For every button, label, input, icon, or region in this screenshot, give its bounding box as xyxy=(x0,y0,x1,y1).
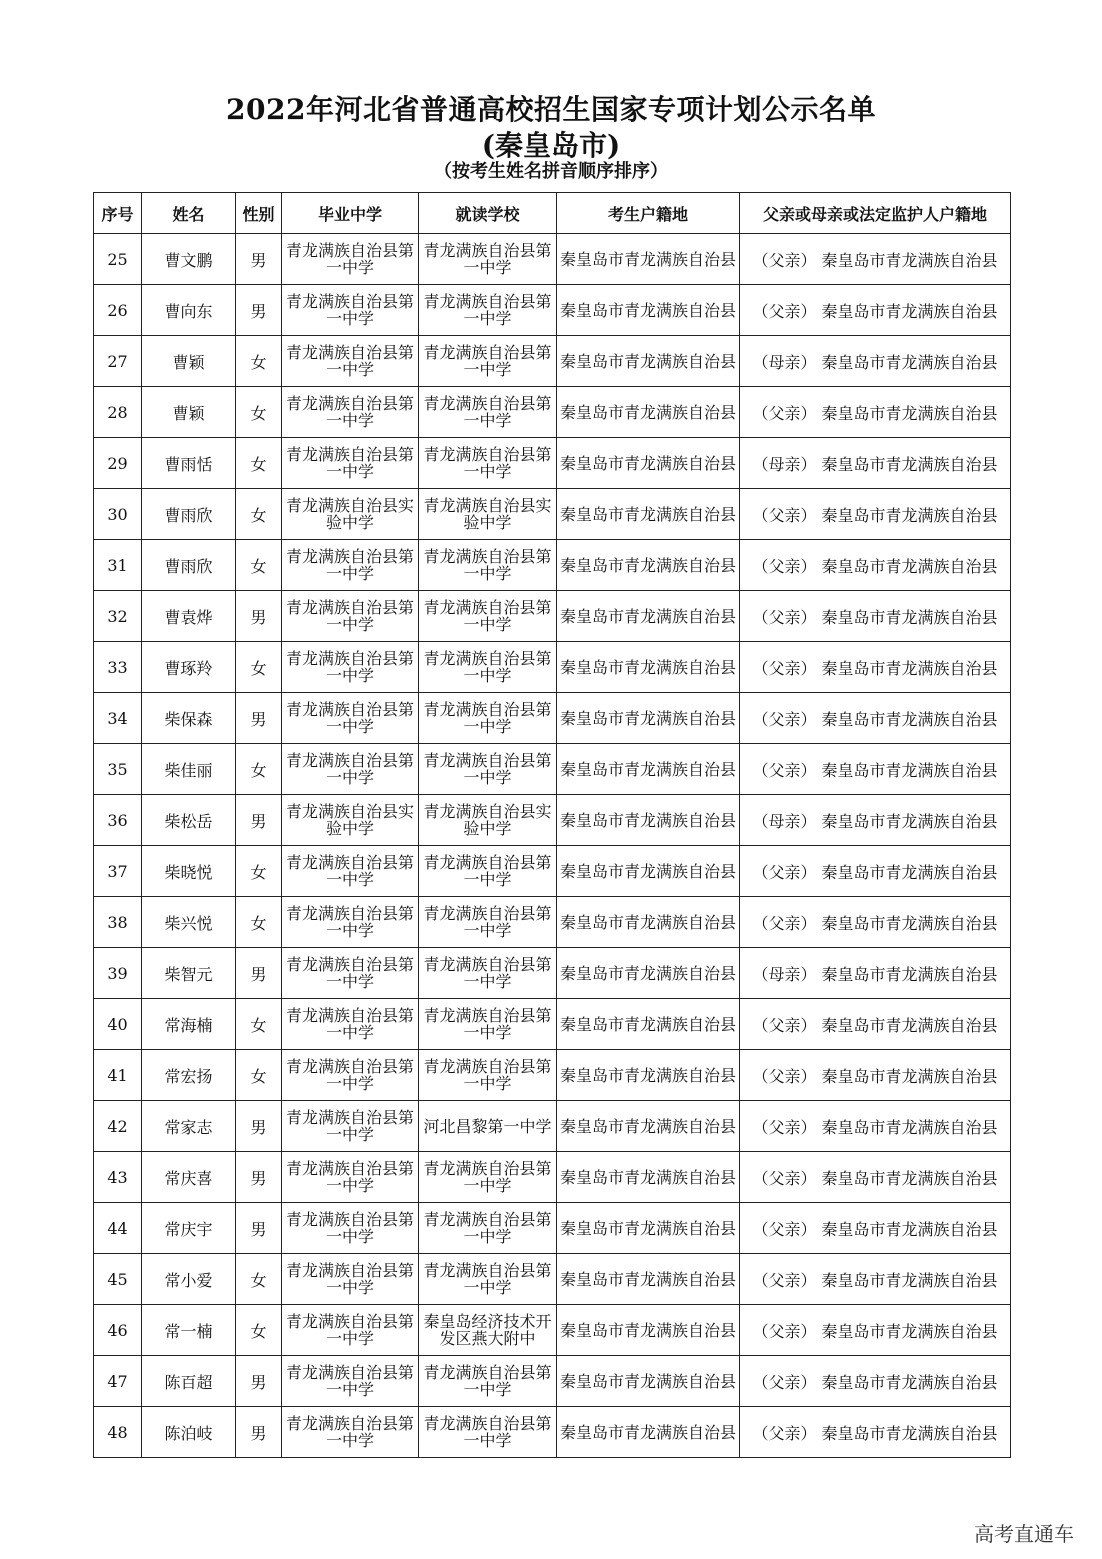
cell-hukou: 秦皇岛市青龙满族自治县 xyxy=(557,540,740,591)
table-row xyxy=(94,1305,1011,1356)
cell-grad-school: 青龙满族自治县第一中学 xyxy=(282,897,419,948)
cell-no: 40 xyxy=(94,999,142,1050)
cell-name: 曹雨欣 xyxy=(142,489,236,540)
cell-study-school: 河北昌黎第一中学 xyxy=(419,1101,557,1152)
page-subtitle-city: (秦皇岛市) xyxy=(481,129,621,162)
cell-name: 常一楠 xyxy=(142,1305,236,1356)
cell-study-school: 青龙满族自治县第一中学 xyxy=(419,1356,557,1407)
table-row xyxy=(94,387,1011,438)
cell-hukou: 秦皇岛市青龙满族自治县 xyxy=(557,744,740,795)
cell-grad-school: 青龙满族自治县第一中学 xyxy=(282,1203,419,1254)
cell-gender: 男 xyxy=(236,1356,282,1407)
cell-name: 柴智元 xyxy=(142,948,236,999)
cell-study-school: 青龙满族自治县第一中学 xyxy=(419,1407,557,1458)
cell-gender: 男 xyxy=(236,591,282,642)
cell-study-school: 青龙满族自治县第一中学 xyxy=(419,336,557,387)
cell-no: 45 xyxy=(94,1254,142,1305)
cell-study-school: 青龙满族自治县第一中学 xyxy=(419,285,557,336)
cell-grad-school: 青龙满族自治县第一中学 xyxy=(282,642,419,693)
cell-gender: 男 xyxy=(236,285,282,336)
column-header-name: 姓名 xyxy=(142,193,236,234)
cell-hukou: 秦皇岛市青龙满族自治县 xyxy=(557,1407,740,1458)
cell-grad-school: 青龙满族自治县第一中学 xyxy=(282,1254,419,1305)
cell-study-school: 秦皇岛经济技术开发区燕大附中 xyxy=(419,1305,557,1356)
table-row xyxy=(94,1101,1011,1152)
cell-gender: 男 xyxy=(236,948,282,999)
cell-grad-school: 青龙满族自治县第一中学 xyxy=(282,336,419,387)
cell-hukou: 秦皇岛市青龙满族自治县 xyxy=(557,591,740,642)
cell-guardian-hukou: （母亲） 秦皇岛市青龙满族自治县 xyxy=(740,438,1011,489)
cell-gender: 女 xyxy=(236,744,282,795)
cell-no: 44 xyxy=(94,1203,142,1254)
cell-grad-school: 青龙满族自治县第一中学 xyxy=(282,1407,419,1458)
cell-study-school: 青龙满族自治县实验中学 xyxy=(419,795,557,846)
cell-study-school: 青龙满族自治县第一中学 xyxy=(419,999,557,1050)
cell-name: 柴松岳 xyxy=(142,795,236,846)
table-body xyxy=(94,234,1011,1458)
cell-gender: 女 xyxy=(236,438,282,489)
cell-name: 常庆宇 xyxy=(142,1203,236,1254)
cell-grad-school: 青龙满族自治县第一中学 xyxy=(282,1356,419,1407)
cell-guardian-hukou: （父亲） 秦皇岛市青龙满族自治县 xyxy=(740,489,1011,540)
cell-no: 34 xyxy=(94,693,142,744)
cell-guardian-hukou: （父亲） 秦皇岛市青龙满族自治县 xyxy=(740,897,1011,948)
cell-name: 柴保森 xyxy=(142,693,236,744)
cell-gender: 女 xyxy=(236,540,282,591)
cell-study-school: 青龙满族自治县第一中学 xyxy=(419,591,557,642)
cell-study-school: 青龙满族自治县第一中学 xyxy=(419,1254,557,1305)
cell-study-school: 青龙满族自治县第一中学 xyxy=(419,234,557,285)
cell-name: 柴佳丽 xyxy=(142,744,236,795)
table-row xyxy=(94,1203,1011,1254)
cell-hukou: 秦皇岛市青龙满族自治县 xyxy=(557,999,740,1050)
cell-guardian-hukou: （父亲） 秦皇岛市青龙满族自治县 xyxy=(740,1203,1011,1254)
cell-grad-school: 青龙满族自治县第一中学 xyxy=(282,591,419,642)
table-row xyxy=(94,1356,1011,1407)
column-header-study-school: 就读学校 xyxy=(419,193,557,234)
cell-no: 31 xyxy=(94,540,142,591)
cell-guardian-hukou: （父亲） 秦皇岛市青龙满族自治县 xyxy=(740,234,1011,285)
cell-guardian-hukou: （父亲） 秦皇岛市青龙满族自治县 xyxy=(740,1254,1011,1305)
cell-hukou: 秦皇岛市青龙满族自治县 xyxy=(557,1203,740,1254)
cell-gender: 女 xyxy=(236,336,282,387)
column-header-gender: 性别 xyxy=(236,193,282,234)
table-row xyxy=(94,999,1011,1050)
cell-no: 33 xyxy=(94,642,142,693)
table-row xyxy=(94,846,1011,897)
cell-study-school: 青龙满族自治县第一中学 xyxy=(419,744,557,795)
cell-gender: 男 xyxy=(236,1407,282,1458)
cell-study-school: 青龙满族自治县实验中学 xyxy=(419,489,557,540)
cell-hukou: 秦皇岛市青龙满族自治县 xyxy=(557,948,740,999)
cell-study-school: 青龙满族自治县第一中学 xyxy=(419,540,557,591)
cell-no: 28 xyxy=(94,387,142,438)
cell-grad-school: 青龙满族自治县第一中学 xyxy=(282,948,419,999)
column-header-guardian-hukou: 父亲或母亲或法定监护人户籍地 xyxy=(740,193,1011,234)
cell-hukou: 秦皇岛市青龙满族自治县 xyxy=(557,1356,740,1407)
table-row xyxy=(94,693,1011,744)
cell-study-school: 青龙满族自治县第一中学 xyxy=(419,897,557,948)
cell-grad-school: 青龙满族自治县第一中学 xyxy=(282,1101,419,1152)
cell-study-school: 青龙满族自治县第一中学 xyxy=(419,1203,557,1254)
cell-hukou: 秦皇岛市青龙满族自治县 xyxy=(557,1254,740,1305)
table-row xyxy=(94,234,1011,285)
cell-study-school: 青龙满族自治县第一中学 xyxy=(419,438,557,489)
cell-guardian-hukou: （父亲） 秦皇岛市青龙满族自治县 xyxy=(740,540,1011,591)
cell-name: 陈泊岐 xyxy=(142,1407,236,1458)
cell-guardian-hukou: （父亲） 秦皇岛市青龙满族自治县 xyxy=(740,693,1011,744)
cell-study-school: 青龙满族自治县第一中学 xyxy=(419,846,557,897)
cell-guardian-hukou: （父亲） 秦皇岛市青龙满族自治县 xyxy=(740,387,1011,438)
cell-study-school: 青龙满族自治县第一中学 xyxy=(419,1152,557,1203)
cell-gender: 女 xyxy=(236,1305,282,1356)
cell-grad-school: 青龙满族自治县第一中学 xyxy=(282,999,419,1050)
cell-no: 38 xyxy=(94,897,142,948)
cell-gender: 男 xyxy=(236,1152,282,1203)
cell-name: 柴兴悦 xyxy=(142,897,236,948)
cell-no: 29 xyxy=(94,438,142,489)
cell-grad-school: 青龙满族自治县第一中学 xyxy=(282,693,419,744)
cell-study-school: 青龙满族自治县第一中学 xyxy=(419,1050,557,1101)
cell-study-school: 青龙满族自治县第一中学 xyxy=(419,948,557,999)
table-row xyxy=(94,285,1011,336)
cell-name: 曹琢羚 xyxy=(142,642,236,693)
cell-hukou: 秦皇岛市青龙满族自治县 xyxy=(557,1050,740,1101)
table-row xyxy=(94,744,1011,795)
cell-name: 曹雨恬 xyxy=(142,438,236,489)
cell-name: 常宏扬 xyxy=(142,1050,236,1101)
table-row xyxy=(94,642,1011,693)
cell-guardian-hukou: （父亲） 秦皇岛市青龙满族自治县 xyxy=(740,1050,1011,1101)
cell-no: 42 xyxy=(94,1101,142,1152)
table-row xyxy=(94,948,1011,999)
cell-hukou: 秦皇岛市青龙满族自治县 xyxy=(557,1152,740,1203)
column-header-no: 序号 xyxy=(94,193,142,234)
cell-no: 26 xyxy=(94,285,142,336)
cell-guardian-hukou: （父亲） 秦皇岛市青龙满族自治县 xyxy=(740,591,1011,642)
cell-hukou: 秦皇岛市青龙满族自治县 xyxy=(557,897,740,948)
cell-gender: 女 xyxy=(236,489,282,540)
cell-grad-school: 青龙满族自治县实验中学 xyxy=(282,795,419,846)
cell-no: 37 xyxy=(94,846,142,897)
cell-gender: 男 xyxy=(236,693,282,744)
table-header-row xyxy=(94,193,1011,234)
cell-name: 曹袁烨 xyxy=(142,591,236,642)
table-row xyxy=(94,336,1011,387)
cell-grad-school: 青龙满族自治县实验中学 xyxy=(282,489,419,540)
cell-study-school: 青龙满族自治县第一中学 xyxy=(419,642,557,693)
cell-grad-school: 青龙满族自治县第一中学 xyxy=(282,285,419,336)
table-row xyxy=(94,438,1011,489)
cell-hukou: 秦皇岛市青龙满族自治县 xyxy=(557,285,740,336)
cell-guardian-hukou: （父亲） 秦皇岛市青龙满族自治县 xyxy=(740,846,1011,897)
cell-grad-school: 青龙满族自治县第一中学 xyxy=(282,744,419,795)
cell-name: 常小爱 xyxy=(142,1254,236,1305)
cell-no: 36 xyxy=(94,795,142,846)
cell-grad-school: 青龙满族自治县第一中学 xyxy=(282,540,419,591)
cell-hukou: 秦皇岛市青龙满族自治县 xyxy=(557,846,740,897)
cell-hukou: 秦皇岛市青龙满族自治县 xyxy=(557,489,740,540)
cell-gender: 男 xyxy=(236,234,282,285)
table-row xyxy=(94,1152,1011,1203)
table-row xyxy=(94,540,1011,591)
cell-hukou: 秦皇岛市青龙满族自治县 xyxy=(557,387,740,438)
cell-no: 47 xyxy=(94,1356,142,1407)
cell-no: 43 xyxy=(94,1152,142,1203)
table-row xyxy=(94,591,1011,642)
cell-no: 46 xyxy=(94,1305,142,1356)
cell-no: 30 xyxy=(94,489,142,540)
table-row xyxy=(94,897,1011,948)
cell-no: 48 xyxy=(94,1407,142,1458)
cell-name: 曹颖 xyxy=(142,387,236,438)
cell-gender: 女 xyxy=(236,1254,282,1305)
cell-grad-school: 青龙满族自治县第一中学 xyxy=(282,387,419,438)
student-list-table xyxy=(93,192,1011,1458)
page-subtitle-sort-note: （按考生姓名拼音顺序排序） xyxy=(434,161,668,182)
cell-name: 常海楠 xyxy=(142,999,236,1050)
cell-gender: 女 xyxy=(236,1050,282,1101)
page-title: 2022年河北省普通高校招生国家专项计划公示名单 xyxy=(226,93,876,126)
cell-guardian-hukou: （父亲） 秦皇岛市青龙满族自治县 xyxy=(740,744,1011,795)
cell-name: 常家志 xyxy=(142,1101,236,1152)
cell-no: 27 xyxy=(94,336,142,387)
table-row xyxy=(94,795,1011,846)
cell-name: 常庆喜 xyxy=(142,1152,236,1203)
column-header-grad-school: 毕业中学 xyxy=(282,193,419,234)
cell-guardian-hukou: （母亲） 秦皇岛市青龙满族自治县 xyxy=(740,948,1011,999)
cell-grad-school: 青龙满族自治县第一中学 xyxy=(282,438,419,489)
cell-name: 陈百超 xyxy=(142,1356,236,1407)
cell-no: 35 xyxy=(94,744,142,795)
cell-hukou: 秦皇岛市青龙满族自治县 xyxy=(557,642,740,693)
cell-guardian-hukou: （父亲） 秦皇岛市青龙满族自治县 xyxy=(740,1407,1011,1458)
cell-guardian-hukou: （父亲） 秦皇岛市青龙满族自治县 xyxy=(740,1356,1011,1407)
cell-gender: 女 xyxy=(236,846,282,897)
cell-grad-school: 青龙满族自治县第一中学 xyxy=(282,846,419,897)
cell-study-school: 青龙满族自治县第一中学 xyxy=(419,387,557,438)
cell-name: 柴晓悦 xyxy=(142,846,236,897)
cell-hukou: 秦皇岛市青龙满族自治县 xyxy=(557,1305,740,1356)
cell-hukou: 秦皇岛市青龙满族自治县 xyxy=(557,234,740,285)
table-row xyxy=(94,1407,1011,1458)
cell-gender: 男 xyxy=(236,1101,282,1152)
cell-hukou: 秦皇岛市青龙满族自治县 xyxy=(557,795,740,846)
cell-hukou: 秦皇岛市青龙满族自治县 xyxy=(557,438,740,489)
cell-hukou: 秦皇岛市青龙满族自治县 xyxy=(557,693,740,744)
cell-gender: 男 xyxy=(236,1203,282,1254)
cell-grad-school: 青龙满族自治县第一中学 xyxy=(282,1152,419,1203)
cell-guardian-hukou: （父亲） 秦皇岛市青龙满族自治县 xyxy=(740,642,1011,693)
table-row xyxy=(94,1050,1011,1101)
table-row xyxy=(94,489,1011,540)
cell-no: 41 xyxy=(94,1050,142,1101)
cell-name: 曹颖 xyxy=(142,336,236,387)
cell-gender: 女 xyxy=(236,897,282,948)
cell-hukou: 秦皇岛市青龙满族自治县 xyxy=(557,336,740,387)
cell-grad-school: 青龙满族自治县第一中学 xyxy=(282,1050,419,1101)
cell-name: 曹文鹏 xyxy=(142,234,236,285)
cell-name: 曹向东 xyxy=(142,285,236,336)
cell-name: 曹雨欣 xyxy=(142,540,236,591)
cell-guardian-hukou: （父亲） 秦皇岛市青龙满族自治县 xyxy=(740,1305,1011,1356)
cell-guardian-hukou: （母亲） 秦皇岛市青龙满族自治县 xyxy=(740,795,1011,846)
watermark-text: 高考直通车 xyxy=(974,1522,1074,1546)
cell-gender: 女 xyxy=(236,999,282,1050)
cell-gender: 女 xyxy=(236,642,282,693)
cell-study-school: 青龙满族自治县第一中学 xyxy=(419,693,557,744)
table-row xyxy=(94,1254,1011,1305)
cell-gender: 女 xyxy=(236,387,282,438)
cell-guardian-hukou: （父亲） 秦皇岛市青龙满族自治县 xyxy=(740,285,1011,336)
cell-guardian-hukou: （父亲） 秦皇岛市青龙满族自治县 xyxy=(740,999,1011,1050)
cell-guardian-hukou: （父亲） 秦皇岛市青龙满族自治县 xyxy=(740,1101,1011,1152)
cell-guardian-hukou: （父亲） 秦皇岛市青龙满族自治县 xyxy=(740,1152,1011,1203)
cell-grad-school: 青龙满族自治县第一中学 xyxy=(282,1305,419,1356)
cell-guardian-hukou: （母亲） 秦皇岛市青龙满族自治县 xyxy=(740,336,1011,387)
cell-gender: 男 xyxy=(236,795,282,846)
cell-no: 39 xyxy=(94,948,142,999)
cell-no: 25 xyxy=(94,234,142,285)
cell-grad-school: 青龙满族自治县第一中学 xyxy=(282,234,419,285)
column-header-hukou: 考生户籍地 xyxy=(557,193,740,234)
cell-no: 32 xyxy=(94,591,142,642)
cell-hukou: 秦皇岛市青龙满族自治县 xyxy=(557,1101,740,1152)
